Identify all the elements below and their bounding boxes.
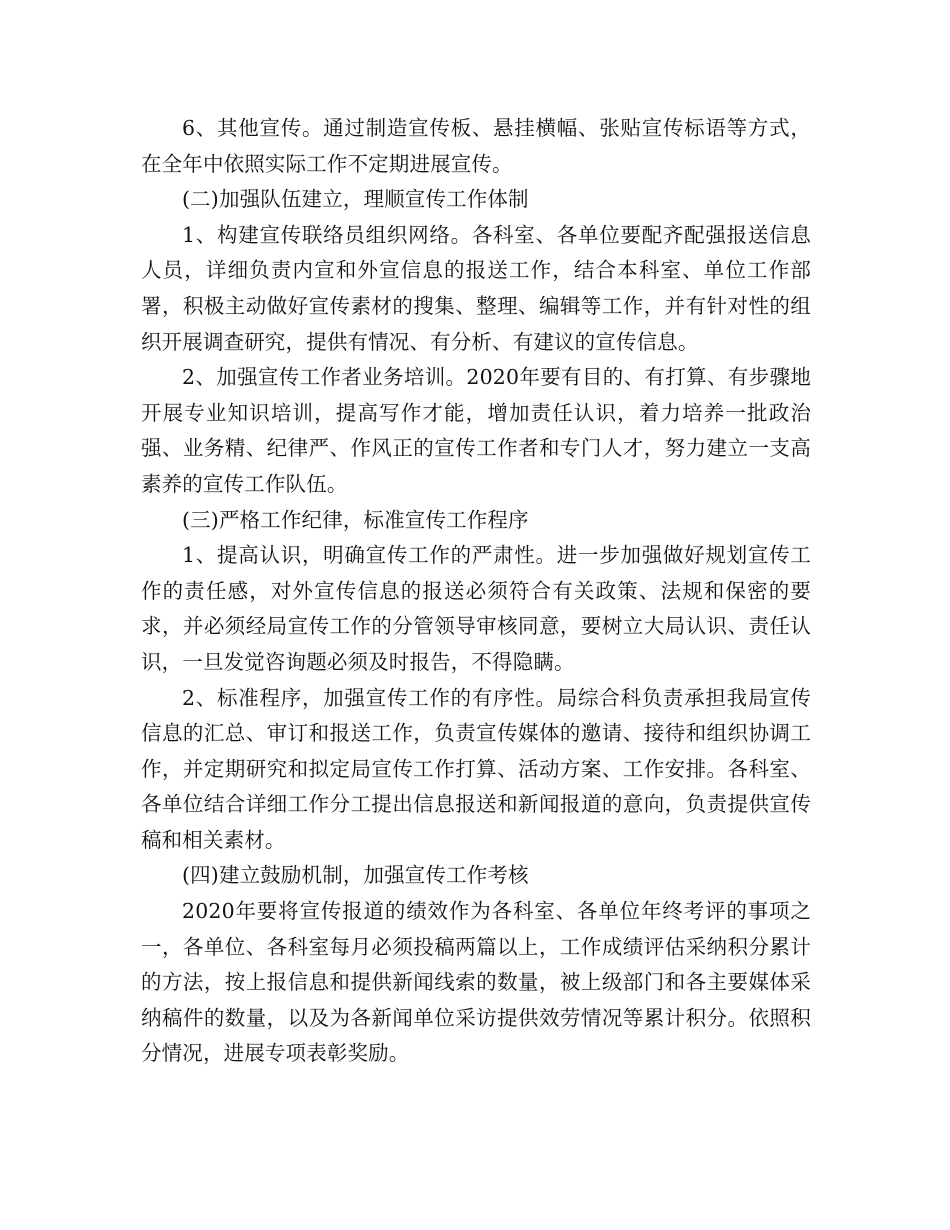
section-heading-4: (四)建立鼓励机制，加强宣传工作考核 (182, 863, 529, 888)
paragraph-assessment: 2020年要将宣传报道的绩效作为各科室、各单位年终考评的事项之一，各单位、各科室每月必须投稿两篇以上，工作成绩评估采纳积分累计的方法，按上报信息和提供新闻线索的数量，被上级部门和各主要媒体采纳稿件的数量，以及为各新闻单位采访提供效劳情况等累计积分。依照积分情况，进展专项表彰奖励。 (141, 899, 811, 1066)
section-heading-3: (三)严格工作纪律，标准宣传工作程序 (182, 507, 529, 532)
paragraph-other-publicity: 6、其他宣传。通过制造宣传板、悬挂横幅、张贴宣传标语等方式，在全年中依照实际工作不定期进展宣传。 (141, 116, 811, 176)
paragraph-procedure: 2、标准程序，加强宣传工作的有序性。局综合科负责承担我局宣传信息的汇总、审订和报送工作，负责宣传媒体的邀请、接待和组织协调工作，并定期研究和拟定局宣传工作打算、活动方案、工作安排。各科室、各单位结合详细工作分工提出信息报送和新闻报道的意向，负责提供宣传稿和相关素材。 (141, 685, 811, 852)
paragraph-awareness: 1、提高认识，明确宣传工作的严肃性。进一步加强做好规划宣传工作的责任感，对外宣传信息的报送必须符合有关政策、法规和保密的要求，并必须经局宣传工作的分管领导审核同意，要树立大局认识、责任认识，一旦发觉咨询题必须及时报告，不得隐瞒。 (141, 543, 811, 674)
paragraph-liaison-network: 1、构建宣传联络员组织网络。各科室、各单位要配齐配强报送信息人员，详细负责内宣和外宣信息的报送工作，结合本科室、单位工作部署，积极主动做好宣传素材的搜集、整理、编辑等工作，并有针对性的组织开展调查研究，提供有情况、有分析、有建议的宣传信息。 (141, 222, 811, 354)
section-heading-2: (二)加强队伍建立，理顺宣传工作体制 (182, 187, 529, 212)
document-page (141, 111, 811, 1072)
paragraph-training: 2、加强宣传工作者业务培训。2020年要有目的、有打算、有步骤地开展专业知识培训，提高写作才能，增加责任认识，着力培养一批政治强、业务精、纪律严、作风正的宣传工作者和专门人才，努力建立一支高素养的宣传工作队伍。 (141, 365, 811, 496)
